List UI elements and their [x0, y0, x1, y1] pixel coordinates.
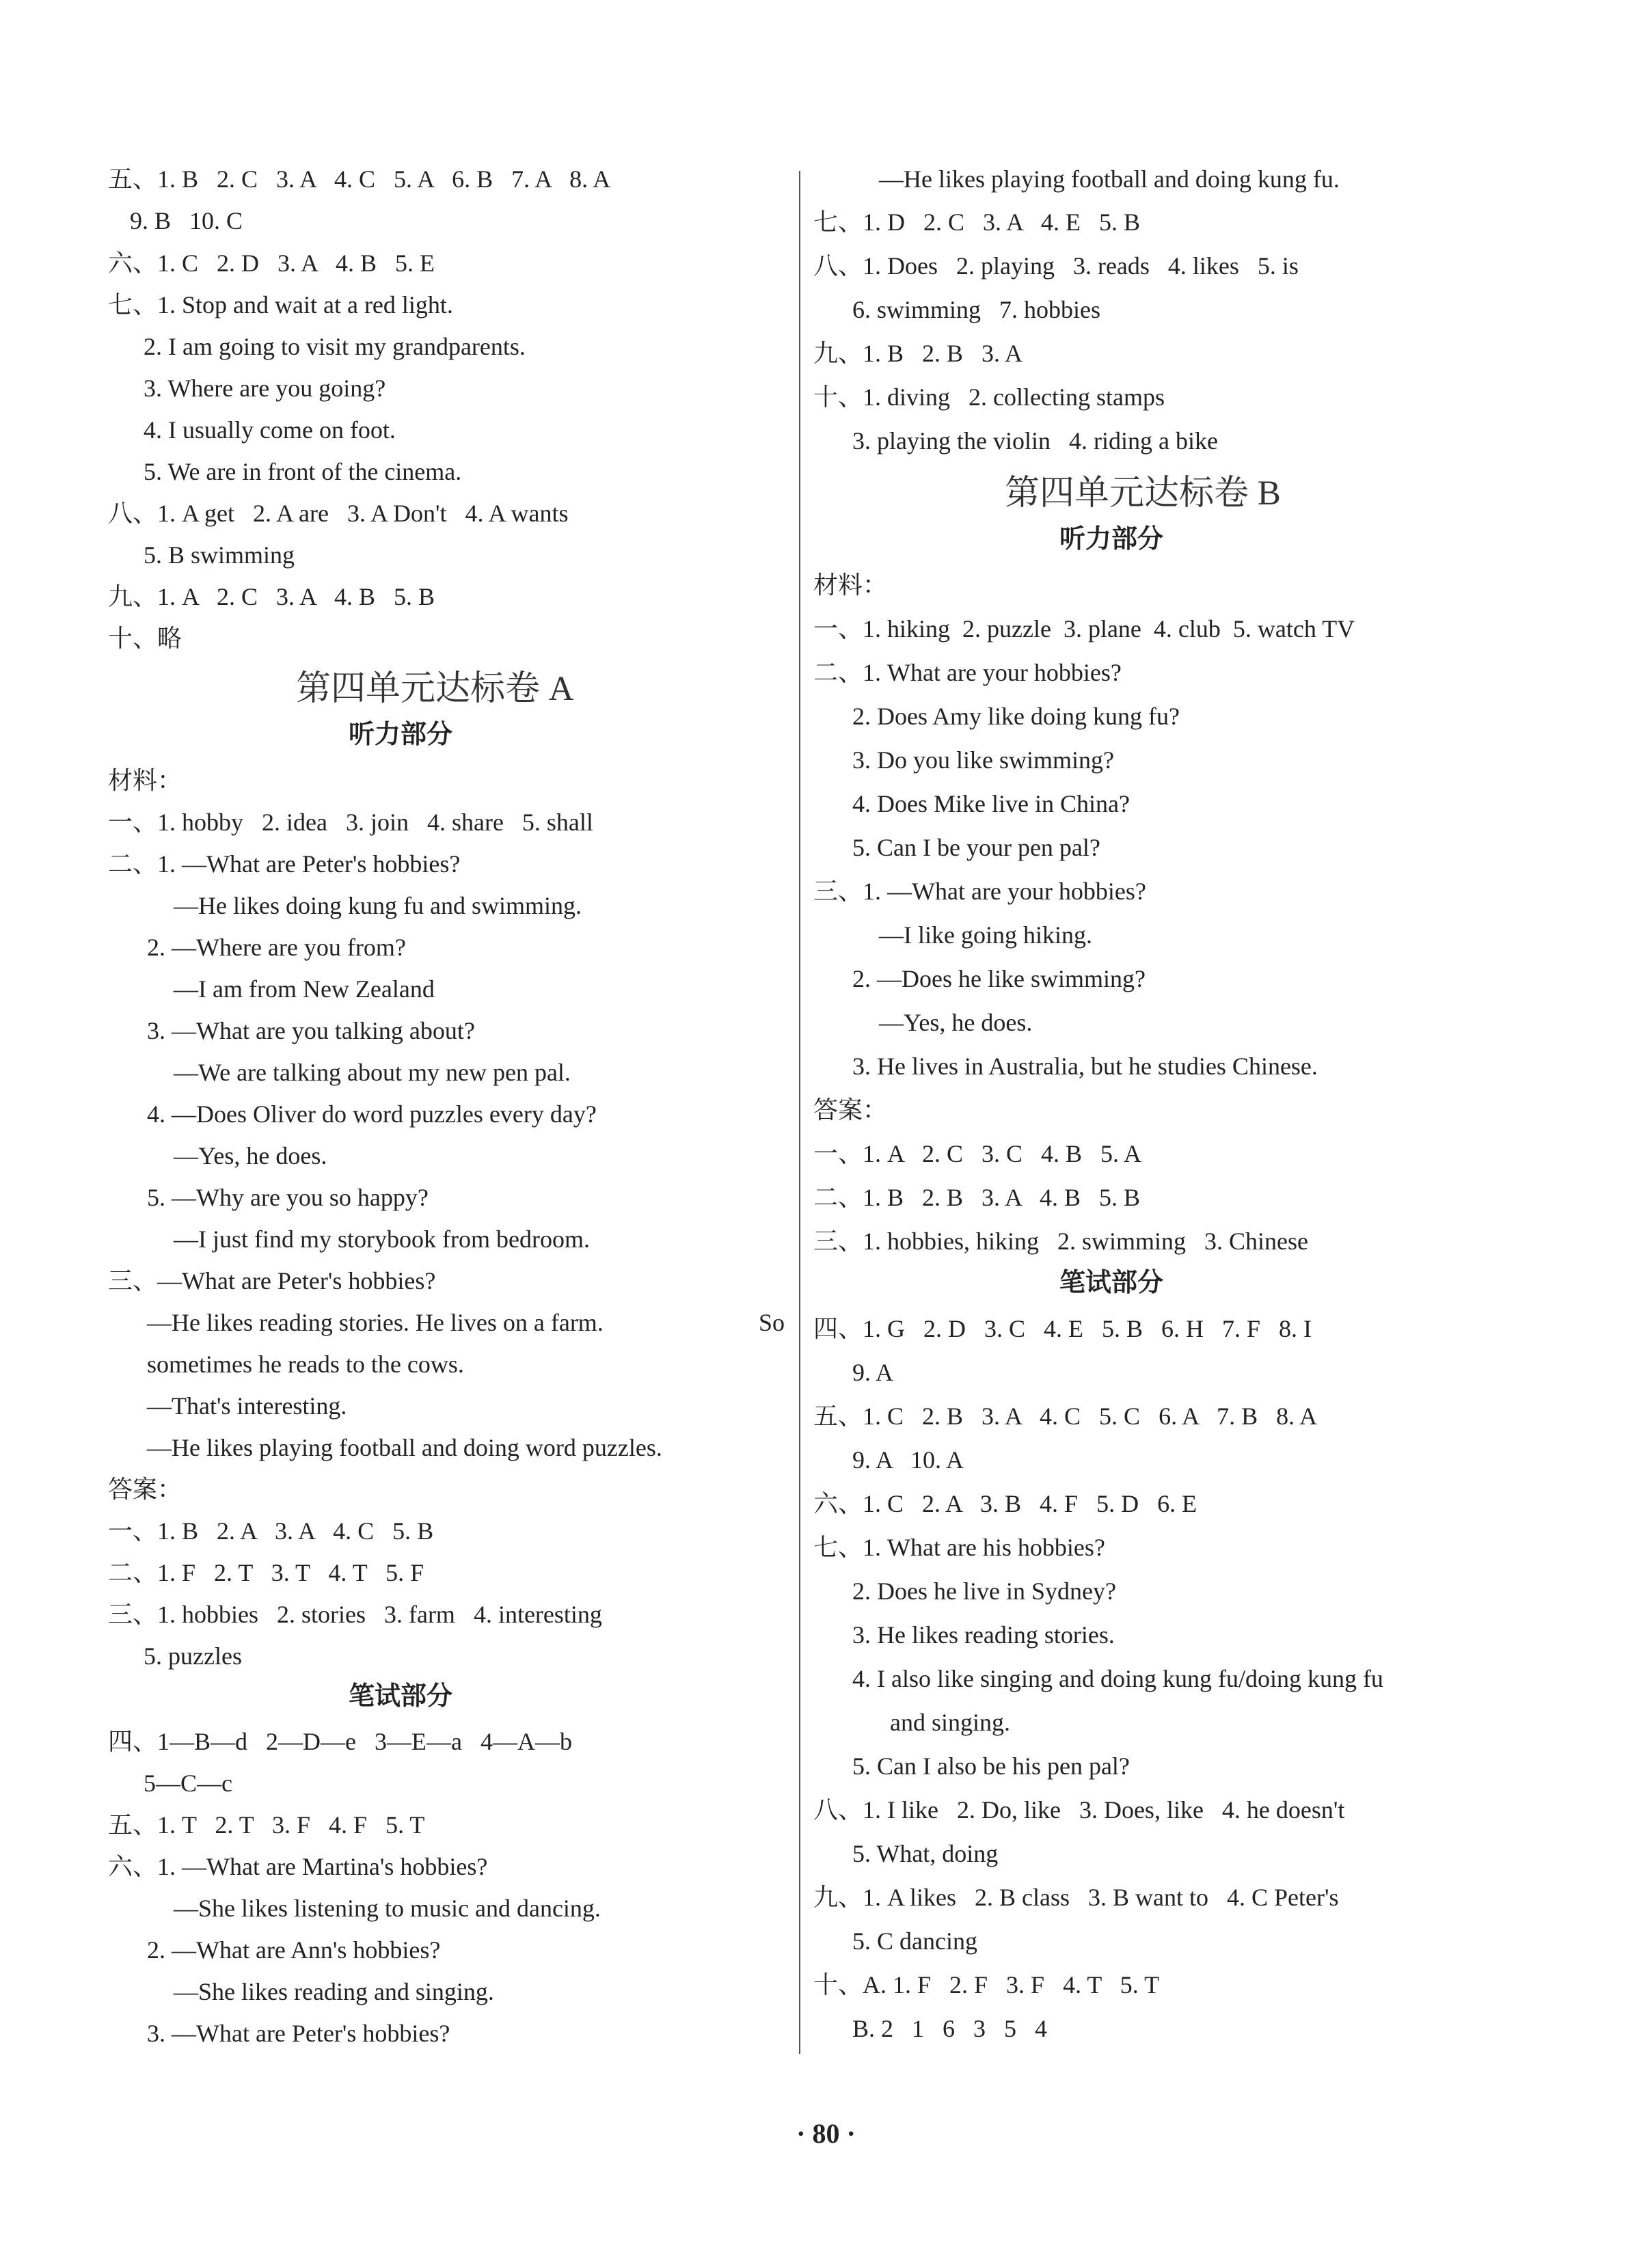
answer-line: 9. A 10. A — [852, 1446, 964, 1474]
answer-line: 二、1. What are your hobbies? — [813, 659, 1122, 686]
answer-line: B. 2 1 6 3 5 4 — [852, 2015, 1048, 2042]
answer-line: 九、1. A likes 2. B class 3. B want to 4. C Peter's — [813, 1884, 1339, 1911]
answer-line: 三、1. hobbies, hiking 2. swimming 3. Chinese — [813, 1228, 1308, 1255]
answer-line: —That's interesting. — [147, 1392, 347, 1420]
answer-line: 2. I am going to visit my grandparents. — [144, 333, 526, 360]
answer-line: 5. We are in front of the cinema. — [144, 458, 462, 485]
answer-line: 5. C dancing — [852, 1927, 977, 1955]
answer-line: 4. Does Mike live in China? — [852, 790, 1130, 817]
listening-title: 听力部分 — [1059, 525, 1164, 554]
answer-line: 4. —Does Oliver do word puzzles every day? — [147, 1100, 597, 1128]
answer-line: 一、1. B 2. A 3. A 4. C 5. B — [108, 1517, 434, 1545]
answer-line: 3. Do you like swimming? — [852, 746, 1114, 774]
answer-line: 五、1. C 2. B 3. A 4. C 5. C 6. A 7. B 8. A — [813, 1402, 1318, 1430]
answer-line: 六、1. C 2. D 3. A 4. B 5. E — [108, 249, 435, 277]
answer-line: and singing. — [890, 1709, 1010, 1736]
answer-line: 5. B swimming — [144, 541, 295, 569]
answer-line: 5. —Why are you so happy? — [147, 1184, 429, 1211]
answer-line: —He likes playing football and doing kung fu. — [879, 165, 1340, 193]
answer-line: 十、A. 1. F 2. F 3. F 4. T 5. T — [813, 1971, 1160, 1998]
answer-line: 3. playing the violin 4. riding a bike — [852, 427, 1218, 455]
answer-line: 八、1. Does 2. playing 3. reads 4. likes 5. is — [813, 252, 1299, 280]
answer-line: 9. B 10. C — [130, 207, 243, 234]
answer-line: sometimes he reads to the cows. — [147, 1351, 464, 1378]
answer-line: 九、1. B 2. B 3. A — [813, 340, 1023, 367]
answer-line: 四、1. G 2. D 3. C 4. E 5. B 6. H 7. F 8. I — [813, 1315, 1312, 1342]
answer-line: 二、1. —What are Peter's hobbies? — [108, 850, 461, 878]
answer-line: 八、1. I like 2. Do, like 3. Does, like 4. he doesn't — [813, 1796, 1345, 1824]
answer-line: —She likes listening to music and dancing. — [174, 1895, 601, 1922]
answer-line: 2. Does he live in Sydney? — [852, 1577, 1116, 1605]
answer-line: 五、1. B 2. C 3. A 4. C 5. A 6. B 7. A 8. A — [108, 165, 611, 193]
answer-line: 2. —Where are you from? — [147, 934, 406, 961]
answer-line: 六、1. C 2. A 3. B 4. F 5. D 6. E — [813, 1490, 1197, 1517]
section-title: 第四单元达标卷 A — [296, 670, 574, 708]
answer-line: 4. I also like singing and doing kung fu/doing kung fu — [852, 1665, 1383, 1692]
material-label: 材料： — [813, 571, 888, 599]
answer-line: 九、1. A 2. C 3. A 4. B 5. B — [108, 583, 435, 610]
answer-line: 四、1—B—d 2—D—e 3—E—a 4—A—b — [108, 1728, 572, 1755]
answer-line: —He likes reading stories. He lives on a farm. — [147, 1309, 604, 1336]
answer-line: 一、1. A 2. C 3. C 4. B 5. A — [813, 1140, 1142, 1167]
answer-line: 一、1. hobby 2. idea 3. join 4. share 5. shall — [108, 809, 593, 836]
answer-line: 3. —What are Peter's hobbies? — [147, 2020, 450, 2047]
answer-line: 3. He lives in Australia, but he studies Chinese. — [852, 1053, 1318, 1080]
answer-line: —We are talking about my new pen pal. — [174, 1059, 571, 1086]
answer-line: —Yes, he does. — [174, 1142, 327, 1169]
answer-line: 5. What, doing — [852, 1840, 999, 1867]
answer-line: 十、1. diving 2. collecting stamps — [813, 383, 1165, 411]
answer-line: 6. swimming 7. hobbies — [852, 296, 1101, 323]
listening-title: 听力部分 — [349, 720, 453, 749]
answer-line: 5. Can I be your pen pal? — [852, 834, 1100, 861]
answer-line: 七、1. What are his hobbies? — [813, 1534, 1105, 1561]
answer-line: —He likes doing kung fu and swimming. — [174, 892, 582, 919]
answer-line: —I like going hiking. — [879, 921, 1092, 949]
answer-line: 2. Does Amy like doing kung fu? — [852, 703, 1180, 730]
answer-line: 5—C—c — [144, 1770, 232, 1797]
answer-line: 5. Can I also be his pen pal? — [852, 1752, 1130, 1780]
answer-line: —She likes reading and singing. — [174, 1978, 494, 2005]
answers-label: 答案： — [108, 1476, 182, 1503]
margin-note: So — [759, 1309, 785, 1336]
answer-line: 八、1. A get 2. A are 3. A Don't 4. A wants — [108, 500, 569, 527]
answer-line: —He likes playing football and doing word puzzles. — [147, 1434, 662, 1461]
answer-line: 十、略 — [108, 625, 182, 652]
answer-line: 三、—What are Peter's hobbies? — [108, 1267, 436, 1295]
answer-line: 三、1. —What are your hobbies? — [813, 878, 1146, 905]
answer-line: 4. I usually come on foot. — [144, 416, 396, 444]
answer-line: —I just find my storybook from bedroom. — [174, 1225, 590, 1253]
answer-line: 三、1. hobbies 2. stories 3. farm 4. interesting — [108, 1601, 602, 1628]
answer-line: 5. puzzles — [144, 1642, 242, 1670]
written-title: 笔试部分 — [349, 1682, 453, 1711]
answer-line: —Yes, he does. — [879, 1009, 1033, 1036]
answer-line: 七、1. D 2. C 3. A 4. E 5. B — [813, 208, 1141, 236]
answer-line: 9. A — [852, 1359, 894, 1386]
answer-line: 2. —What are Ann's hobbies? — [147, 1936, 441, 1964]
answer-line: 3. —What are you talking about? — [147, 1017, 475, 1044]
answer-line: —I am from New Zealand — [174, 975, 435, 1003]
answer-line: 2. —Does he like swimming? — [852, 965, 1146, 992]
answer-line: 五、1. T 2. T 3. F 4. F 5. T — [108, 1811, 425, 1839]
answer-line: 六、1. —What are Martina's hobbies? — [108, 1853, 488, 1880]
answer-line: 一、1. hiking 2. puzzle 3. plane 4. club 5. watch TV — [813, 615, 1355, 642]
written-title: 笔试部分 — [1059, 1269, 1164, 1297]
section-title: 第四单元达标卷 B — [1005, 474, 1281, 513]
answer-line: 二、1. F 2. T 3. T 4. T 5. F — [108, 1559, 424, 1586]
answer-line: 二、1. B 2. B 3. A 4. B 5. B — [813, 1184, 1141, 1211]
column-divider — [799, 171, 800, 2054]
page-number: · 80 · — [796, 2118, 856, 2149]
material-label: 材料： — [108, 767, 182, 794]
answers-label: 答案： — [813, 1096, 888, 1124]
answer-line: 3. He likes reading stories. — [852, 1621, 1115, 1649]
answer-line: 3. Where are you going? — [144, 375, 386, 402]
answer-line: 七、1. Stop and wait at a red light. — [108, 291, 453, 319]
